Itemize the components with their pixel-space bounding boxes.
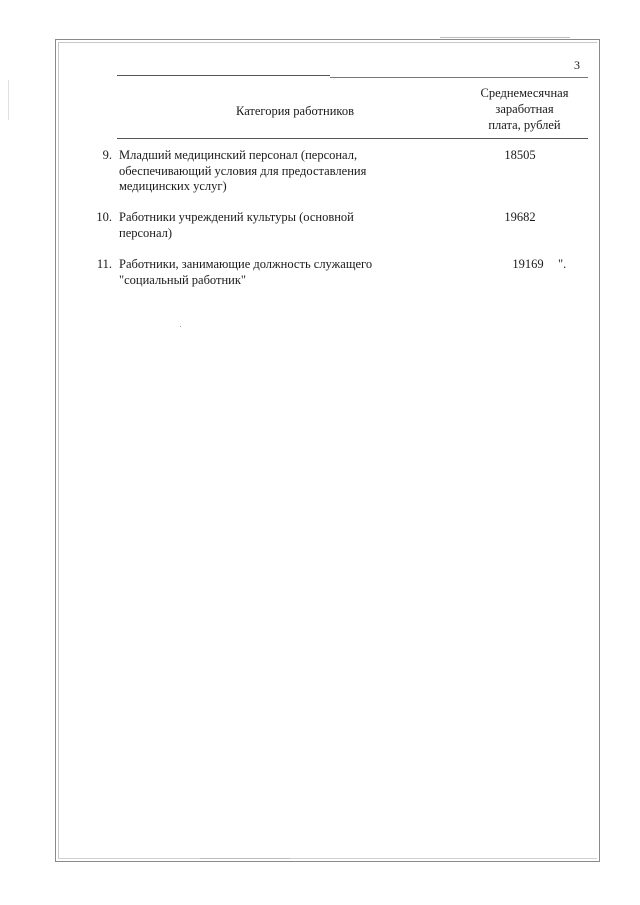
table-top-rule: [330, 77, 588, 78]
row-category-line: "социальный работник": [119, 272, 247, 287]
row-salary-value: 19682: [504, 210, 536, 224]
row-category-line: Работники, занимающие должность служащего: [119, 257, 373, 271]
header-average-salary: [462, 85, 587, 133]
row-category: [119, 257, 429, 288]
header-average-salary-line: заработная: [495, 102, 554, 116]
row-number: 10.: [96, 210, 112, 224]
row-salary-value: 18505: [504, 148, 536, 162]
scan-artifact: [8, 80, 9, 120]
table-top-rule: [117, 75, 330, 76]
header-bottom-rule: [117, 138, 588, 139]
scan-artifact: [440, 37, 570, 38]
header-average-salary-line: Среднемесячная: [480, 86, 569, 100]
row-category-line: Работники учреждений культуры (основной: [119, 210, 354, 224]
row-category-line: обеспечивающий условия для предоставления: [119, 163, 367, 178]
row-category-line: Младший медицинский персонал (персонал,: [119, 148, 358, 162]
row-category: [119, 148, 429, 195]
header-average-salary-line: плата, рублей: [488, 118, 561, 132]
row-category-line: медицинских услуг): [119, 179, 227, 193]
row-number: 11.: [96, 257, 112, 271]
row-number: 9.: [102, 148, 112, 162]
row-salary-value: 19169: [512, 257, 544, 271]
scan-dot: [180, 326, 181, 327]
row-category-line: персонал): [119, 225, 173, 240]
row-category: [119, 210, 429, 241]
closing-quote: ".: [558, 257, 567, 271]
header-category: Категория работников: [236, 104, 354, 118]
scan-artifact: [200, 858, 290, 859]
page-number: 3: [574, 58, 580, 72]
